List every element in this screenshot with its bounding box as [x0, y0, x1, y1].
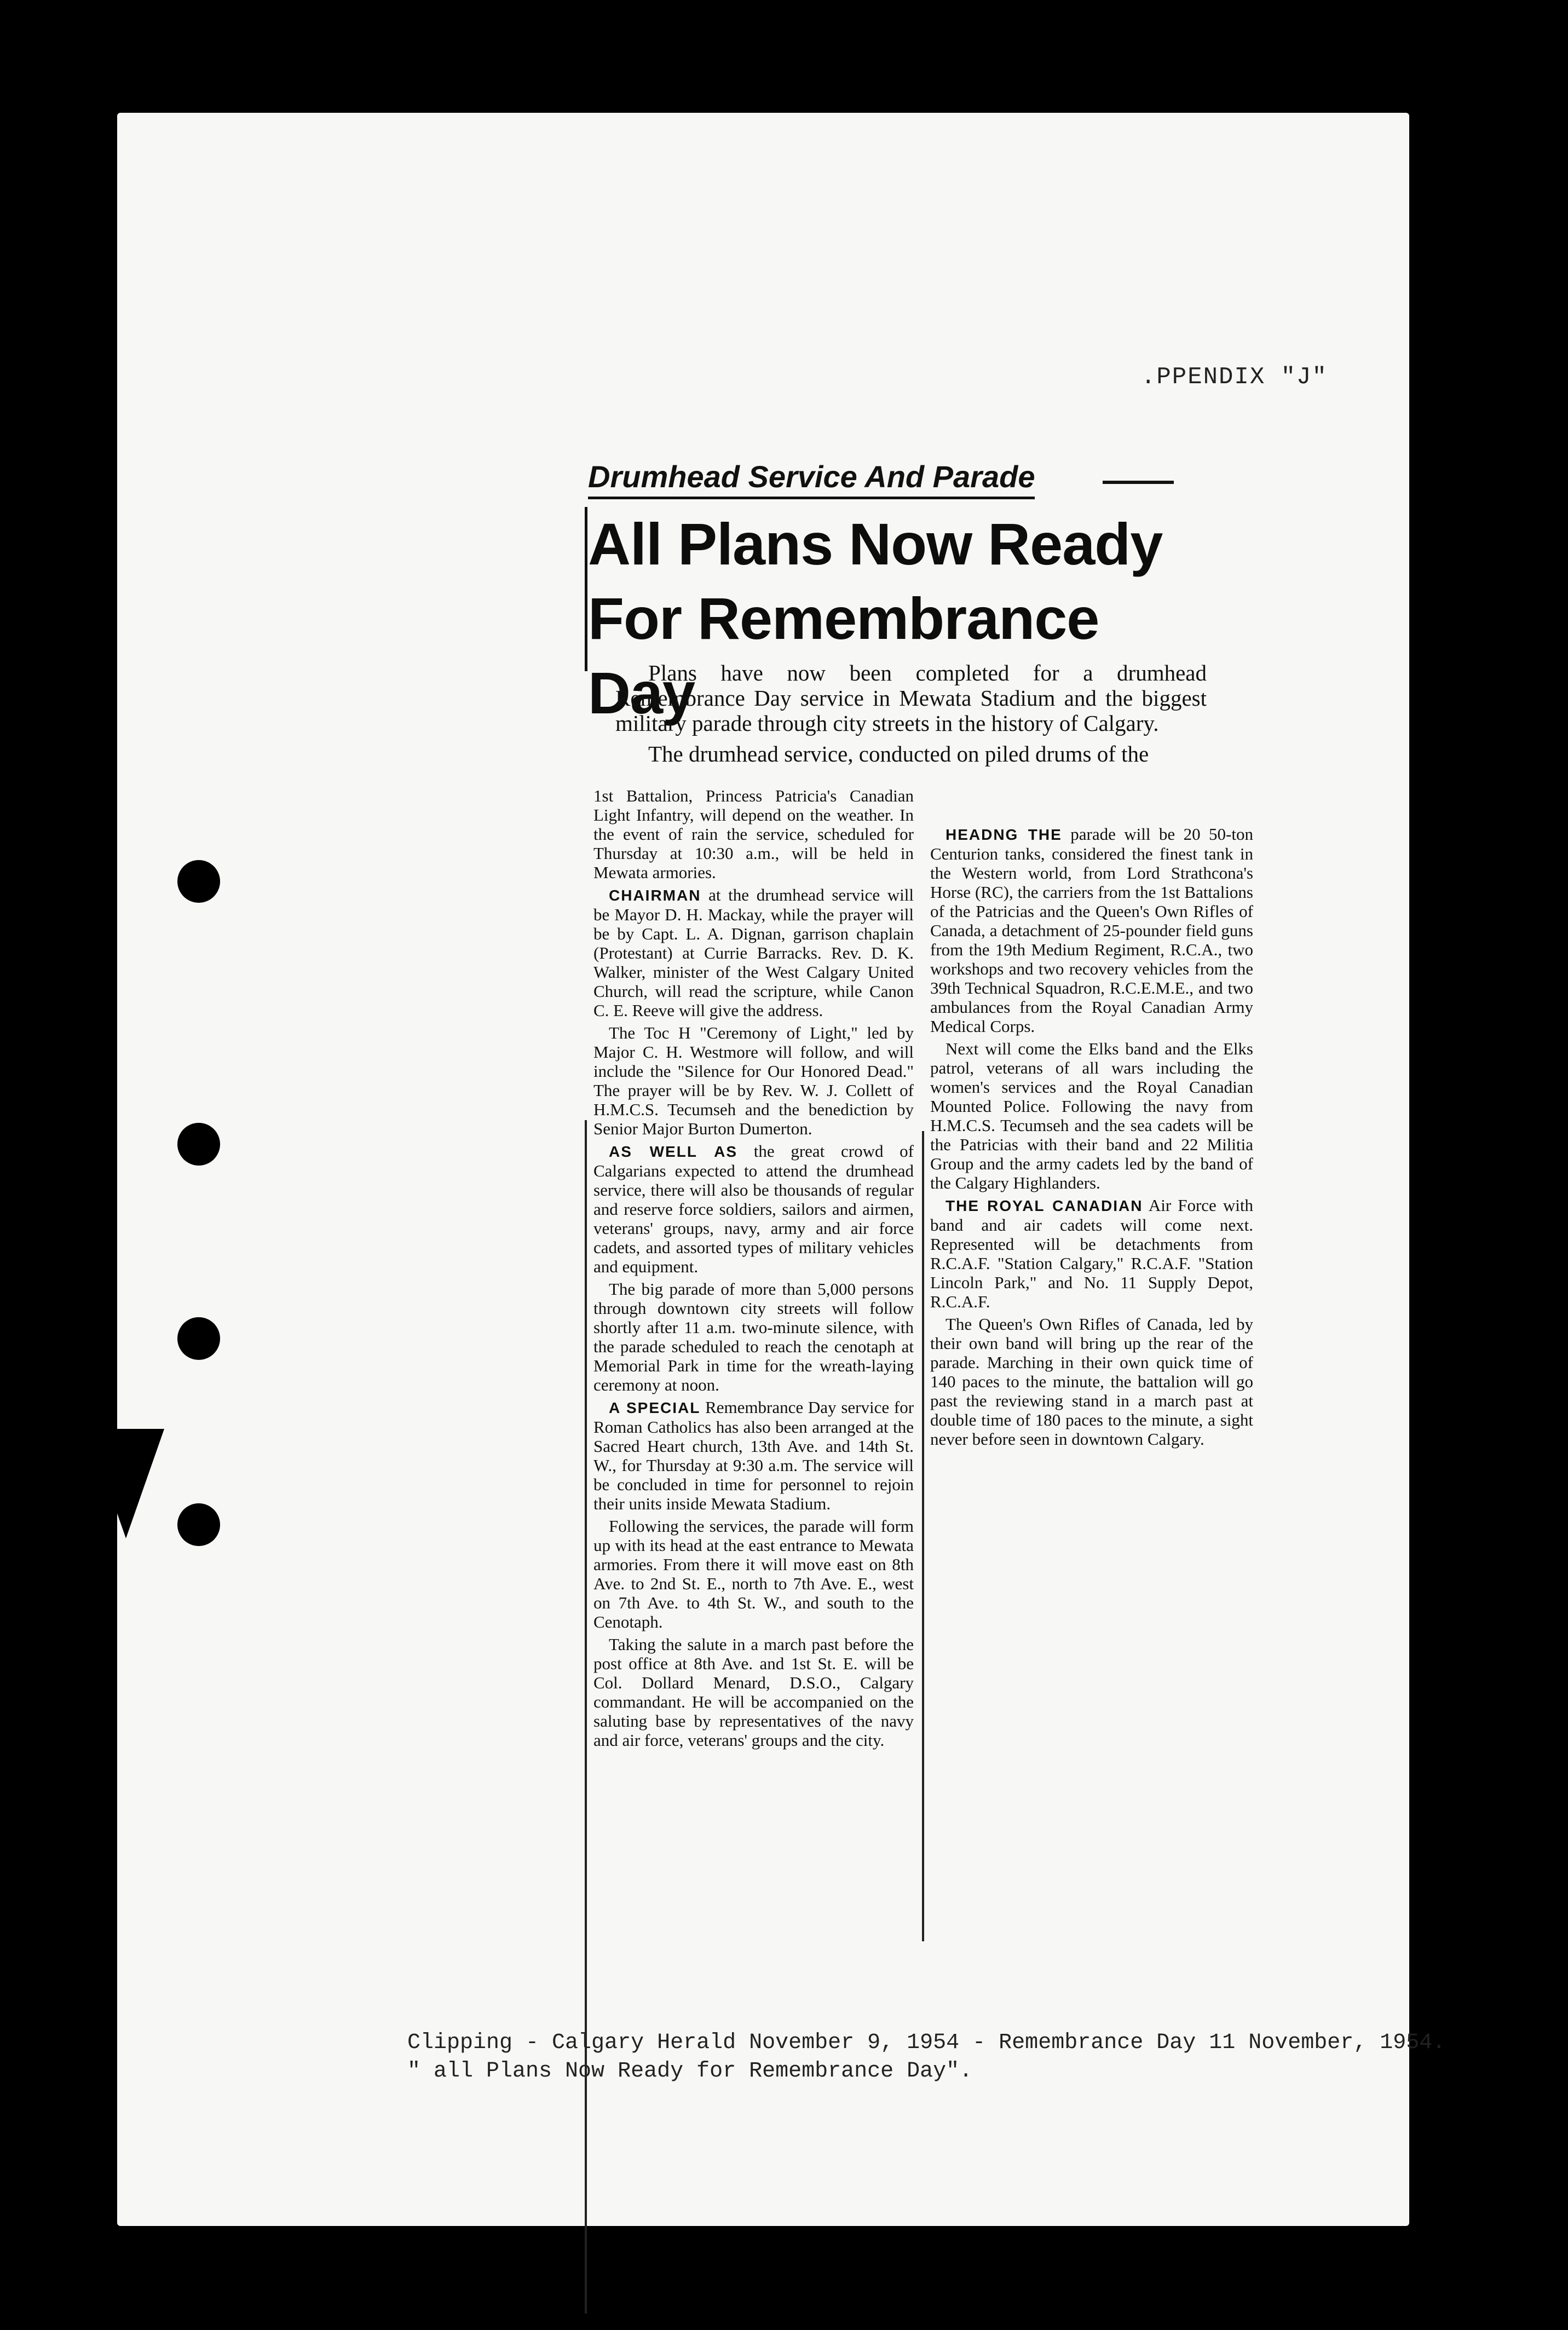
punch-hole — [177, 860, 220, 903]
newspaper-clipping — [544, 452, 1254, 1985]
article-paragraph — [593, 1635, 914, 1750]
paper-tear — [88, 1429, 164, 1538]
column-rule-left — [585, 1120, 587, 2314]
clipping-caption — [407, 2029, 1502, 2086]
right-column — [930, 824, 1253, 1452]
paragraph-text: parade will be 20 50-ton Centurion tanks, considered the finest tank in the Western world, from Lord Strathcona's Horse (RC), the carriers from the 1st Battalions of the Patricias and the Queen's Own Rifles of Canada, a detachment of 25-pounder field guns from the 19th Medium Regiment, R.C.A., two workshops and two recovery vehicles from the 39th Technical Squadron, R.C.E.M.E., and two ambulances from the Royal Canadian Army Medical Corps. — [930, 824, 1253, 1036]
clipping-kicker: Drumhead Service And Parade — [588, 459, 1035, 499]
article-paragraph — [930, 1039, 1253, 1192]
paragraph-text: 1st Battalion, Princess Patricia's Canadian Light Infantry, will depend on the weather. In the event of rain the service, scheduled for Thursday at 10:30 a.m., will be held in Mewata armories. — [593, 786, 914, 882]
punch-hole — [177, 1317, 220, 1360]
paragraph-text: The Toc H "Ceremony of Light," led by Major C. H. Westmore will follow, and will include the "Silence for Our Honored Dead." The prayer will be by Rev. W. J. Collett of H.M.C.S. Tecumseh and the benediction by Senior Major Burton Dumerton. — [593, 1023, 914, 1138]
article-paragraph — [593, 1141, 914, 1276]
article-paragraph — [593, 1398, 914, 1513]
punch-hole — [177, 1123, 220, 1166]
article-paragraph — [930, 1196, 1253, 1311]
paragraph-text: Remembrance Day service for Roman Catholics has also been arranged at the Sacred Heart church, 13th Ave. and 14th St. W., for Thursday at 9:30 a.m. The service will be concluded in time for personnel to rejoin their units inside Mewata Stadium. — [593, 1398, 914, 1513]
paragraph-text: Taking the salute in a march past before the post office at 8th Ave. and 1st St. E. will be Col. Dollard Menard, D.S.O., Calgary commandant. He will be accompanied on the saluting base by representatives of the navy and air force, veterans' groups and the city. — [593, 1635, 914, 1750]
caption-line-2: " all Plans Now Ready for Remembrance Day". — [407, 2059, 973, 2084]
column-rule-middle — [922, 1131, 924, 1941]
paragraph-text: Air Force with band and air cadets will come next. Represented will be detachments from R.C.A.F. "Station Calgary," R.C.A.F. "Station Lincoln Park," and No. 11 Supply Depot, R.C.A.F. — [930, 1196, 1254, 1311]
paragraph-text: Following the services, the parade will form up with its head at the east entrance to Mewata armories. From there it will move east on 8th Ave. to 2nd St. E., north to 7th Ave. E., west on 7th Ave. to 4th St. W., and south to the Cenotaph. — [593, 1516, 914, 1631]
headline-line-1: All Plans Now Ready — [588, 511, 1163, 577]
article-paragraph — [593, 1279, 914, 1394]
article-paragraph — [593, 1516, 914, 1631]
paragraph-lead-caps: A SPECIAL — [609, 1399, 701, 1416]
document-page — [117, 113, 1446, 2226]
lead-paragraphs — [615, 660, 1207, 772]
headline-side-rule — [585, 507, 587, 671]
lead-paragraph-2: The drumhead service, conducted on piled drums of the — [648, 741, 1149, 766]
article-paragraph — [930, 824, 1253, 1036]
paragraph-lead-caps: AS WELL AS — [609, 1143, 738, 1160]
paragraph-lead-caps: HEADNG THE — [946, 826, 1062, 843]
kicker-rule — [1103, 481, 1174, 484]
appendix-label: .PPENDIX "J" — [1141, 364, 1328, 391]
article-paragraph — [593, 1023, 914, 1138]
left-column — [593, 786, 914, 1753]
paragraph-lead-caps: THE ROYAL CANADIAN — [946, 1197, 1143, 1214]
caption-line-1: Clipping - Calgary Herald November 9, 1954 - Remembrance Day 11 November, 1954. — [407, 2031, 1446, 2055]
article-paragraph — [930, 1314, 1253, 1449]
article-paragraph — [593, 786, 914, 882]
paragraph-text: at the drumhead service will be Mayor D. H. Mackay, while the prayer will be by Capt. L. A. Dignan, garrison chaplain (Protestant) at Currie Barracks. Rev. D. K. Walker, minister of the West Calgary United Church, will read the scripture, while Canon C. E. Reeve will give the address. — [593, 885, 914, 1020]
paragraph-text: The big parade of more than 5,000 persons through downtown city streets will follow shortly after 11 a.m. two-minute silence, with the parade scheduled to reach the cenotaph at Memorial Park in time for the wreath-laying ceremony at noon. — [593, 1279, 914, 1394]
paragraph-text: the great crowd of Calgarians expected to attend the drumhead service, there will also be thousands of regular and reserve force soldiers, sailors and airmen, veterans' groups, navy, army and air force cadets, and assorted types of military vehicles and equipment. — [593, 1141, 914, 1276]
article-paragraph — [593, 885, 914, 1020]
paragraph-text: The Queen's Own Rifles of Canada, led by their own band will bring up the rear of the parade. Marching in their own quick time of 140 paces to the minute, the battalion will go past the reviewing stand in a march past at double time of 180 paces to the minute, a sight never before seen in downtown Calgary. — [930, 1314, 1253, 1449]
headline-line-2: For Remembrance Day — [588, 585, 1099, 726]
paragraph-text: Next will come the Elks band and the Elks patrol, veterans of all wars including the women's services and the Royal Canadian Mounted Police. Following the navy from H.M.C.S. Tecumseh and the sea cadets will be the Patricias with their band and 22 Militia Group and the army cadets led by the band of the Calgary Highlanders. — [930, 1039, 1253, 1192]
punch-hole — [177, 1503, 220, 1546]
paragraph-lead-caps: CHAIRMAN — [609, 887, 701, 904]
lead-paragraph-1: Plans have now been completed for a drumhead Remembrance Day service in Mewata Stadium and the biggest military parade through city streets in the history of Calgary. — [615, 660, 1207, 736]
